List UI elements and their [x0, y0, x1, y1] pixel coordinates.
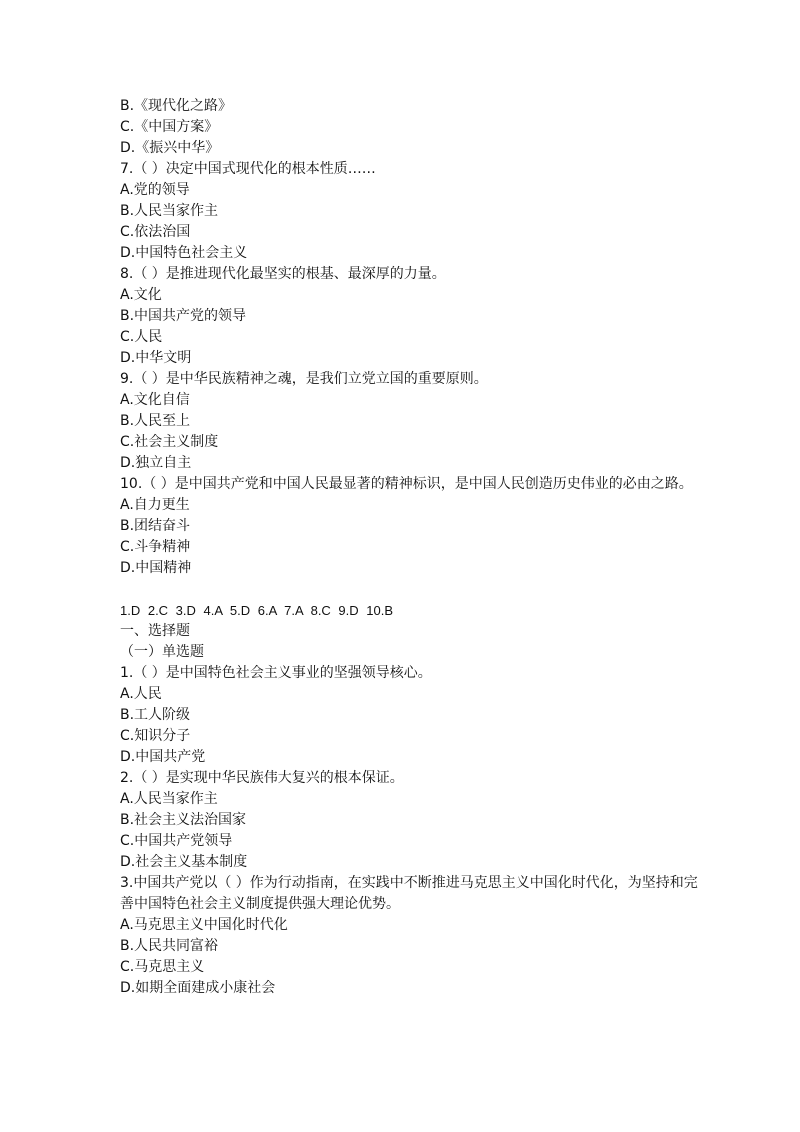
option-line: C.中国共产党领导 — [120, 833, 233, 849]
question-3: 3.中国共产党以（ ）作为行动指南，在实践中不断推进马克思主义中国化时代化，为坚持和完善中国特色社会主义制度提供强大理论优势。 — [120, 875, 698, 912]
option-line: C.依法治国 — [120, 224, 191, 240]
option-line: D.中国共产党 — [120, 749, 206, 765]
option-line: A.自力更生 — [120, 497, 190, 513]
option-line: C.人民 — [120, 329, 163, 345]
option-line: C.斗争精神 — [120, 539, 191, 555]
option-line: D.中国特色社会主义 — [120, 245, 248, 261]
option-line: C.社会主义制度 — [120, 434, 219, 450]
option-line: B.人民至上 — [120, 413, 191, 429]
option-line: A.文化 — [120, 287, 162, 303]
option-line: B.《现代化之路》 — [120, 98, 233, 114]
question-7: 7.（ ）决定中国式现代化的根本性质…… — [120, 161, 376, 177]
option-line: A.人民当家作主 — [120, 791, 218, 807]
option-line: D.如期全面建成小康社会 — [120, 980, 276, 996]
option-line: C.马克思主义 — [120, 959, 205, 975]
option-line: C.知识分子 — [120, 728, 191, 744]
option-line: A.马克思主义中国化时代化 — [120, 917, 288, 933]
option-line: B.工人阶级 — [120, 707, 191, 723]
option-line: D.《振兴中华》 — [120, 140, 220, 156]
option-line: D.独立自主 — [120, 455, 192, 471]
subsection-heading: （一）单选题 — [120, 644, 204, 660]
option-line: D.中华文明 — [120, 350, 192, 366]
spacer — [120, 579, 700, 600]
option-line: A.文化自信 — [120, 392, 190, 408]
option-line: B.人民共同富裕 — [120, 938, 219, 954]
option-line: D.社会主义基本制度 — [120, 854, 248, 870]
option-line: A.人民 — [120, 686, 162, 702]
question-10: 10.（ ）是中国共产党和中国人民最显著的精神标识，是中国人民创造历史伟业的必由之路。 — [120, 476, 693, 492]
option-line: B.中国共产党的领导 — [120, 308, 247, 324]
option-line: B.社会主义法治国家 — [120, 812, 247, 828]
option-line: B.人民当家作主 — [120, 203, 219, 219]
question-8: 8.（ ）是推进现代化最坚实的根基、最深厚的力量。 — [120, 266, 446, 282]
option-line: D.中国精神 — [120, 560, 192, 576]
option-line: B.团结奋斗 — [120, 518, 191, 534]
question-2: 2.（ ）是实现中华民族伟大复兴的根本保证。 — [120, 770, 404, 786]
option-line: A.党的领导 — [120, 182, 190, 198]
answer-key: 1.D 2.C 3.D 4.A 5.D 6.A 7.A 8.C 9.D 10.B — [120, 603, 394, 618]
question-9: 9.（ ）是中华民族精神之魂，是我们立党立国的重要原则。 — [120, 371, 488, 387]
section-heading: 一、选择题 — [120, 623, 190, 639]
question-1: 1.（ ）是中国特色社会主义事业的坚强领导核心。 — [120, 665, 432, 681]
option-line: C.《中国方案》 — [120, 119, 219, 135]
document-page — [120, 96, 700, 999]
